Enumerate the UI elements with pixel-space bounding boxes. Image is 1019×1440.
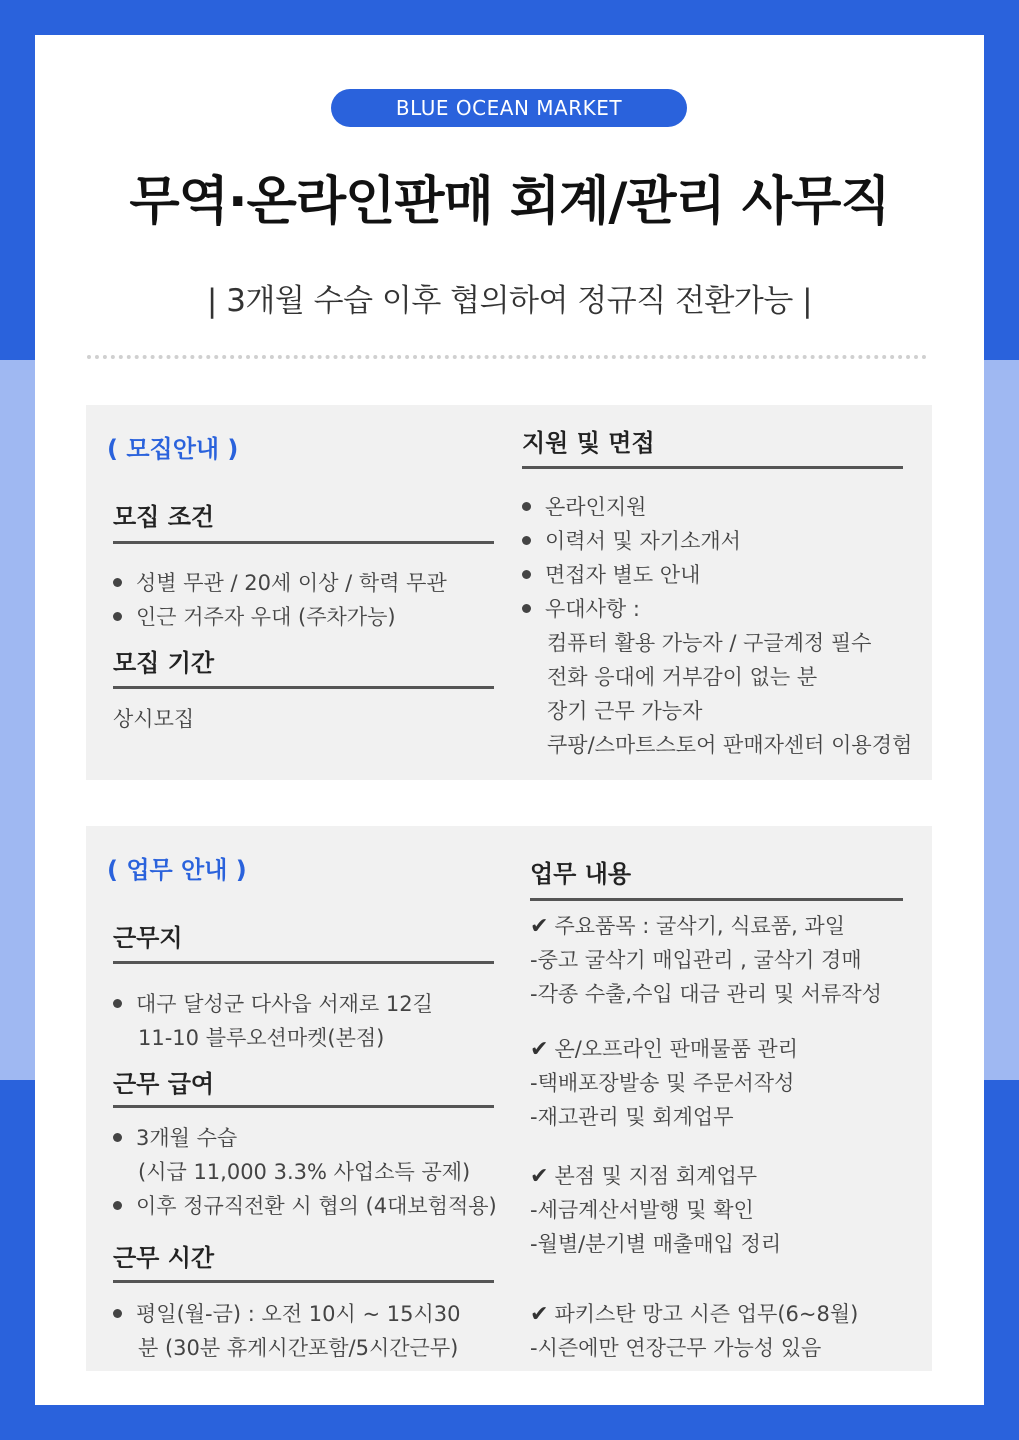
list-item: 온라인지원 [522,491,646,521]
preference-item: 쿠팡/스마트스토어 판매자센터 이용경험 [547,733,913,757]
list-item: 면접자 별도 안내 [522,559,700,589]
preference-item: 컴퓨터 활용 가능자 / 구글계정 필수 [547,631,872,655]
list-item: 평일(월-금) : 오전 10시 ~ 15시30 [113,1298,460,1328]
pay-detail: (시급 11,000 3.3% 사업소득 공제) [138,1160,471,1184]
bullet-icon [113,612,122,621]
list-item: 대구 달성군 다사읍 서재로 12길 [113,988,433,1018]
bullet-icon [113,999,122,1008]
list-item: 3개월 수습 [113,1122,237,1152]
duty-line: -세금계산서발행 및 확인 [530,1198,754,1222]
preference-item: 장기 근무 가능자 [547,699,703,723]
recruit-tag: ( 모집안내 ) [107,435,239,463]
apply-rule [522,466,903,469]
bullet-icon [113,1133,122,1142]
pay-rule [113,1105,494,1108]
bullet-icon [522,604,531,613]
preference-item: 전화 응대에 거부감이 없는 분 [547,665,818,689]
duty-line: -재고관리 및 회계업무 [530,1105,734,1129]
work-section [86,826,932,1371]
conditions-heading: 모집 조건 [113,503,215,531]
period-heading: 모집 기간 [113,649,215,677]
hours-heading: 근무 시간 [113,1244,215,1272]
duty-title: ✔ 본점 및 지점 회계업무 [530,1164,758,1189]
list-item: 이후 정규직전환 시 협의 (4대보험적용) [113,1190,497,1220]
duty-line: -시즌에만 연장근무 가능성 있음 [530,1336,822,1360]
duty-title: ✔ 온/오프라인 판매물품 관리 [530,1037,799,1062]
location-rule [113,961,494,964]
duties-heading: 업무 내용 [530,860,632,888]
duty-line: -중고 굴삭기 매입관리 , 굴삭기 경매 [530,948,862,972]
location-heading: 근무지 [113,924,183,952]
duty-line: -택배포장발송 및 주문서작성 [530,1071,795,1095]
duties-rule [530,898,903,901]
check-icon: ✔ [530,1164,549,1189]
list-item: 우대사항 : [522,593,640,623]
list-item: 성별 무관 / 20세 이상 / 학력 무관 [113,567,447,597]
period-text: 상시모집 [113,707,195,731]
bullet-icon [522,570,531,579]
period-rule [113,686,494,689]
conditions-rule [113,541,494,544]
work-tag: ( 업무 안내 ) [107,856,247,884]
apply-heading: 지원 및 면접 [522,429,655,457]
check-icon: ✔ [530,1037,549,1062]
duty-title: ✔ 파키스탄 망고 시즌 업무(6~8월) [530,1302,859,1327]
duty-line: -월별/분기별 매출매입 정리 [530,1232,782,1256]
bullet-icon [113,578,122,587]
check-icon: ✔ [530,914,549,939]
hours-rule [113,1280,494,1283]
location-line2: 11-10 블루오션마켓(본점) [138,1026,385,1050]
bullet-icon [113,1309,122,1318]
dotted-divider [87,355,927,359]
pay-heading: 근무 급여 [113,1070,215,1098]
bullet-icon [113,1201,122,1210]
poster-card [35,35,984,1405]
brand-badge: BLUE OCEAN MARKET [331,89,687,127]
bullet-icon [522,536,531,545]
page-subtitle: | 3개월 수습 이후 협의하여 정규직 전환가능 | [206,283,813,319]
page-title: 무역·온라인판매 회계/관리 사무직 [129,172,890,232]
duty-title: ✔ 주요품목 : 굴삭기, 식료품, 과일 [530,914,845,939]
recruit-section [86,405,932,780]
duty-line: -각종 수출,수입 대금 관리 및 서류작성 [530,982,882,1006]
bullet-icon [522,502,531,511]
list-item: 인근 거주자 우대 (주차가능) [113,601,396,631]
list-item: 이력서 및 자기소개서 [522,525,741,555]
hours-line2: 분 (30분 휴게시간포함/5시간근무) [138,1336,459,1360]
check-icon: ✔ [530,1302,549,1327]
